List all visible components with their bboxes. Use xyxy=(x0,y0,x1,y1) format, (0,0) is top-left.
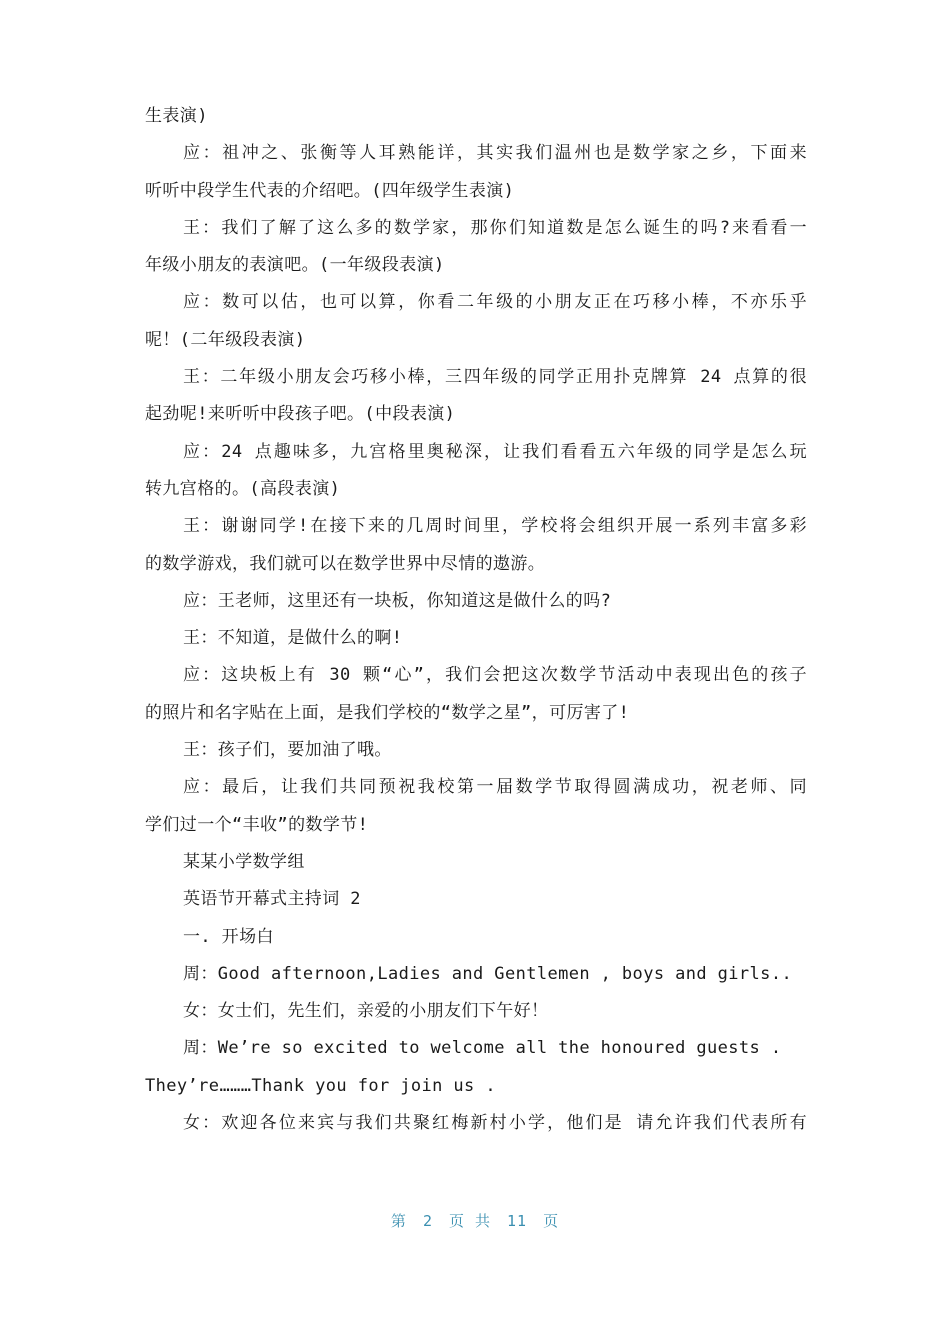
footer-prefix: 第 xyxy=(390,1212,407,1230)
text-line: 呢！(二年级段表演) xyxy=(145,329,306,350)
text-line: 周：Good afternoon,Ladies and Gentlemen , boys and girls.. xyxy=(183,963,793,984)
text-line: 女：女士们，先生们，亲爱的小朋友们下午好！ xyxy=(183,1001,549,1022)
text-line: 某某小学数学组 xyxy=(183,851,305,872)
document-body xyxy=(145,98,807,1142)
text-line: 的照片和名字贴在上面，是我们学校的“数学之星”，可厉害了! xyxy=(145,702,630,723)
text-line: 王：二年级小朋友会巧移小棒，三四年级的同学正用扑克牌算 24 点算的很 xyxy=(183,367,807,388)
text-line: 周：We’re so excited to welcome all the honoured guests . xyxy=(183,1038,782,1059)
text-line: 应：这块板上有 30 颗“心”，我们会把这次数学节活动中表现出色的孩子 xyxy=(183,665,807,686)
text-line: 生表演) xyxy=(145,106,208,126)
text-line: 应：最后，让我们共同预祝我校第一届数学节取得圆满成功，祝老师、同 xyxy=(183,777,807,798)
text-line: They’re………Thank you for join us . xyxy=(145,1075,496,1096)
text-line: 应：数可以估，也可以算，你看二年级的小朋友正在巧移小棒，不亦乐乎 xyxy=(183,292,807,313)
text-line: 王：孩子们，要加油了哦。 xyxy=(183,740,392,761)
text-line: 听听中段学生代表的介绍吧。(四年级学生表演) xyxy=(145,180,515,201)
text-line: 年级小朋友的表演吧。(一年级段表演) xyxy=(145,255,445,276)
text-line: 王：我们了解了这么多的数学家，那你们知道数是怎么诞生的吗?来看看一 xyxy=(183,217,807,238)
text-line: 女：欢迎各位来宾与我们共聚红梅新村小学，他们是 请允许我们代表所有 xyxy=(183,1113,807,1134)
footer-suffix: 页 xyxy=(543,1212,560,1230)
text-line: 应：祖冲之、张衡等人耳熟能详，其实我们温州也是数学家之乡，下面来 xyxy=(183,143,807,164)
text-line: 起劲呢!来听听中段孩子吧。(中段表演) xyxy=(145,404,456,425)
text-line: 学们过一个“丰收”的数学节! xyxy=(145,814,369,835)
current-page-number: 2 xyxy=(422,1212,433,1230)
footer-mid: 页 共 xyxy=(448,1212,491,1230)
text-line: 的数学游戏，我们就可以在数学世界中尽情的遨游。 xyxy=(145,553,546,574)
text-line: 转九宫格的。(高段表演) xyxy=(145,478,341,499)
text-line: 王：不知道，是做什么的啊! xyxy=(183,628,403,649)
section-heading: 英语节开幕式主持词 2 xyxy=(183,889,361,910)
total-pages-number: 11 xyxy=(507,1212,528,1230)
text-line: 应：24 点趣味多，九宫格里奥秘深，让我们看看五六年级的同学是怎么玩 xyxy=(183,441,807,462)
text-line: 应：王老师，这里还有一块板，你知道这是做什么的吗? xyxy=(183,590,612,611)
text-line: 王：谢谢同学!在接下来的几周时间里，学校将会组织开展一系列丰富多彩 xyxy=(183,516,807,537)
section-subheading: 一. 开场白 xyxy=(183,926,274,947)
page-footer xyxy=(0,1210,950,1231)
